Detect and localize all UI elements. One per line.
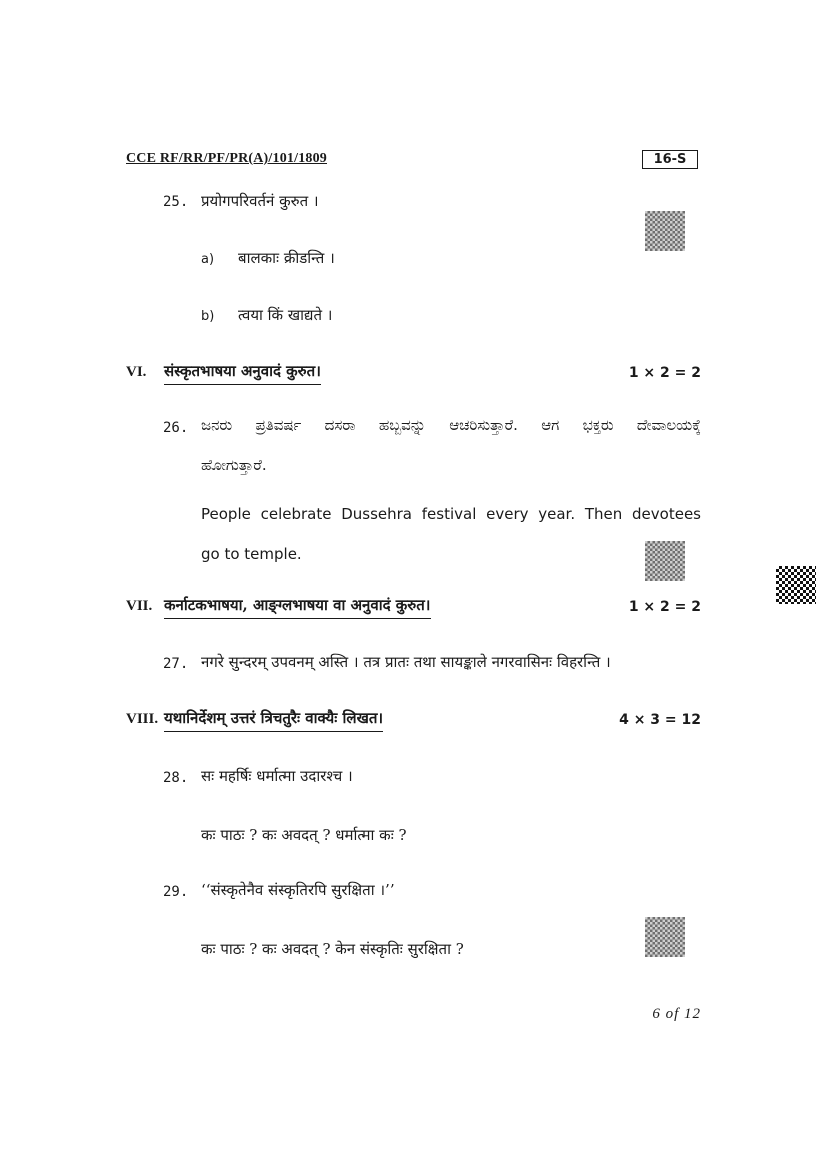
question-number: 27. xyxy=(163,656,189,672)
kannada-text: ಜನರು ಪ್ರತಿವರ್ಷ ದಸರಾ ಹಬ್ಬವನ್ನು ಆಚರಿಸುತ್ತಾರೆ. ಆಗ ಭಕ್ತರು ದೇವಾಲಯಕ್ಕೆ xyxy=(201,416,701,434)
english-text: People celebrate Dussehra festival every year. Then devotees xyxy=(201,505,701,523)
section-number: VIII. xyxy=(126,711,159,727)
question-number: 29. xyxy=(163,884,189,900)
section-marks: 1 × 2 = 2 xyxy=(628,599,701,615)
section-number: VII. xyxy=(126,598,153,614)
question-number: 25. xyxy=(163,194,189,210)
question-number: 28. xyxy=(163,770,189,786)
sub-question-text: त्वया किं खाद्यते । xyxy=(238,306,333,324)
qr-code-icon xyxy=(645,211,685,251)
question-number: 26. xyxy=(163,420,189,436)
question-text: ‘‘संस्कृतेनैव संस्कृतिरपि सुरक्षिता ।’’ xyxy=(201,881,395,899)
section-heading: यथानिर्देशम् उत्तरं त्रिचतुरैः वाक्यैः लिखत। xyxy=(164,708,383,732)
question-text: नगरे सुन्दरम् उपवनम् अस्ति । तत्र प्रातः तथा सायङ्काले नगरवासिनः विहरन्ति । xyxy=(201,653,611,671)
question-text: प्रयोगपरिवर्तनं कुरुत । xyxy=(201,192,319,210)
sub-question-label: a) xyxy=(201,252,215,267)
kannada-text: ಹೋಗುತ್ತಾರೆ. xyxy=(201,456,267,474)
qr-code-icon xyxy=(645,917,685,957)
question-text: सः महर्षिः धर्मात्मा उदारश्च । xyxy=(201,767,353,785)
sub-question-label: b) xyxy=(201,309,215,324)
page-number: 6 of 12 xyxy=(652,1006,701,1022)
sub-question-text: बालकाः क्रीडन्ति । xyxy=(238,249,335,267)
section-marks: 4 × 3 = 12 xyxy=(619,712,701,728)
section-marks: 1 × 2 = 2 xyxy=(628,365,701,381)
english-text: go to temple. xyxy=(201,545,302,563)
qr-code-icon xyxy=(776,566,816,604)
sub-question-text: कः पाठः ? कः अवदत् ? केन संस्कृतिः सुरक्षिता ? xyxy=(201,940,464,958)
section-heading: कर्नाटकभाषया, आङ्ग्लभाषया वा अनुवादं कुरुत। xyxy=(164,595,431,619)
version-badge: 16-S xyxy=(642,150,698,169)
section-heading: संस्कृतभाषया अनुवादं कुरुत। xyxy=(164,361,321,385)
qr-code-icon xyxy=(645,541,685,581)
sub-question-text: कः पाठः ? कः अवदत् ? धर्मात्मा कः ? xyxy=(201,826,407,844)
paper-code: CCE RF/RR/PF/PR(A)/101/1809 xyxy=(126,151,327,166)
section-number: VI. xyxy=(126,364,147,380)
